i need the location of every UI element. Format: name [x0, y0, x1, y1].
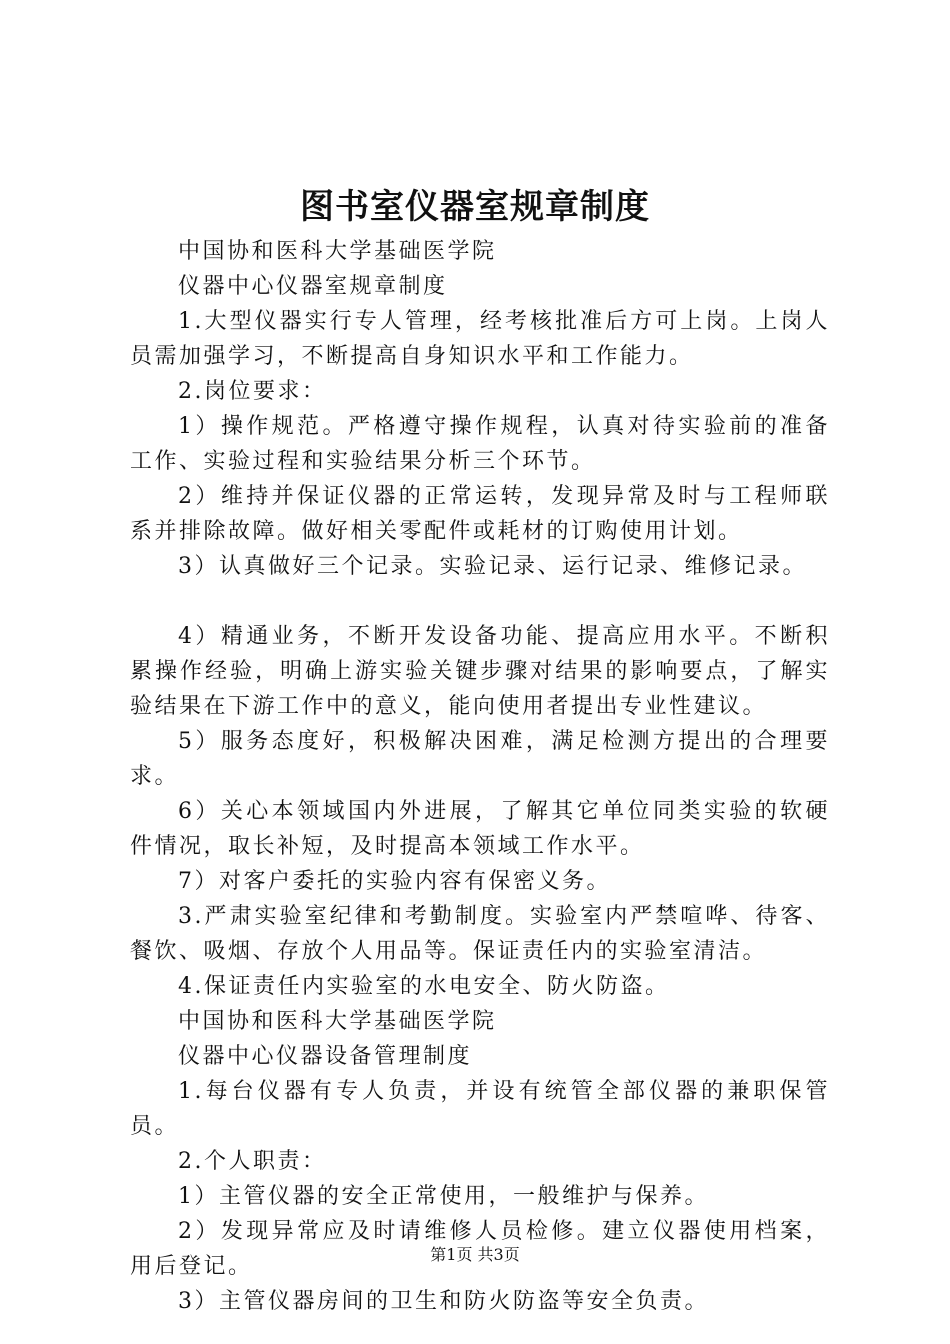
paragraph-section-heading-2: 仪器中心仪器设备管理制度	[178, 1044, 473, 1069]
paragraph-duty-3: 3）主管仪器房间的卫生和防火防盗等安全负责。	[178, 1289, 709, 1314]
paragraph-item-2: 2）维持并保证仪器的正常运转，发现异常及时与工程师联系并排除故障。做好相关零配件或耗材的订购使用计划。	[130, 484, 830, 544]
paragraph-item-6: 6）关心本领域国内外进展，了解其它单位同类实验的软硬件情况，取长补短，及时提高本领域工作水平。	[130, 799, 830, 859]
paragraph-item-3: 3）认真做好三个记录。实验记录、运行记录、维修记录。	[178, 554, 807, 579]
document-title: 图书室仪器室规章制度	[300, 187, 650, 227]
paragraph-item-5: 5）服务态度好，积极解决困难，满足检测方提出的合理要求。	[130, 729, 830, 789]
paragraph-section-heading-1: 仪器中心仪器室规章制度	[178, 274, 448, 299]
paragraph-institution-1: 中国协和医科大学基础医学院	[178, 239, 497, 264]
paragraph-rule-1: 1.大型仪器实行专人管理，经考核批准后方可上岗。上岗人员需加强学习，不断提高自身知识水平和工作能力。	[130, 309, 830, 369]
paragraph-rule-4: 4.保证责任内实验室的水电安全、防火防盗。	[178, 974, 670, 999]
paragraph-equipment-rule-2: 2.个人职责：	[178, 1149, 327, 1174]
document-body	[130, 234, 830, 1319]
paragraph-item-7: 7）对客户委托的实验内容有保密义务。	[178, 869, 611, 894]
paragraph-institution-2: 中国协和医科大学基础医学院	[178, 1009, 497, 1034]
paragraph-duty-2: 2）发现异常应及时请维修人员检修。建立仪器使用档案，用后登记。	[130, 1219, 830, 1279]
paragraph-item-4: 4）精通业务，不断开发设备功能、提高应用水平。不断积累操作经验，明确上游实验关键步骤对结果的影响要点，了解实验结果在下游工作中的意义，能向使用者提出专业性建议。	[130, 624, 830, 719]
paragraph-rule-2: 2.岗位要求：	[178, 379, 327, 404]
paragraph-rule-3: 3.严肃实验室纪律和考勤制度。实验室内严禁喧哗、待客、餐饮、吸烟、存放个人用品等。保证责任内的实验室清洁。	[130, 904, 830, 964]
paragraph-duty-1: 1）主管仪器的安全正常使用，一般维护与保养。	[178, 1184, 709, 1209]
paragraph-item-1: 1）操作规范。严格遵守操作规程，认真对待实验前的准备工作、实验过程和实验结果分析三个环节。	[130, 414, 830, 474]
paragraph-equipment-rule-1: 1.每台仪器有专人负责，并设有统管全部仪器的兼职保管员。	[130, 1079, 830, 1139]
page-number-footer: 第1页 共3页	[430, 1245, 520, 1264]
